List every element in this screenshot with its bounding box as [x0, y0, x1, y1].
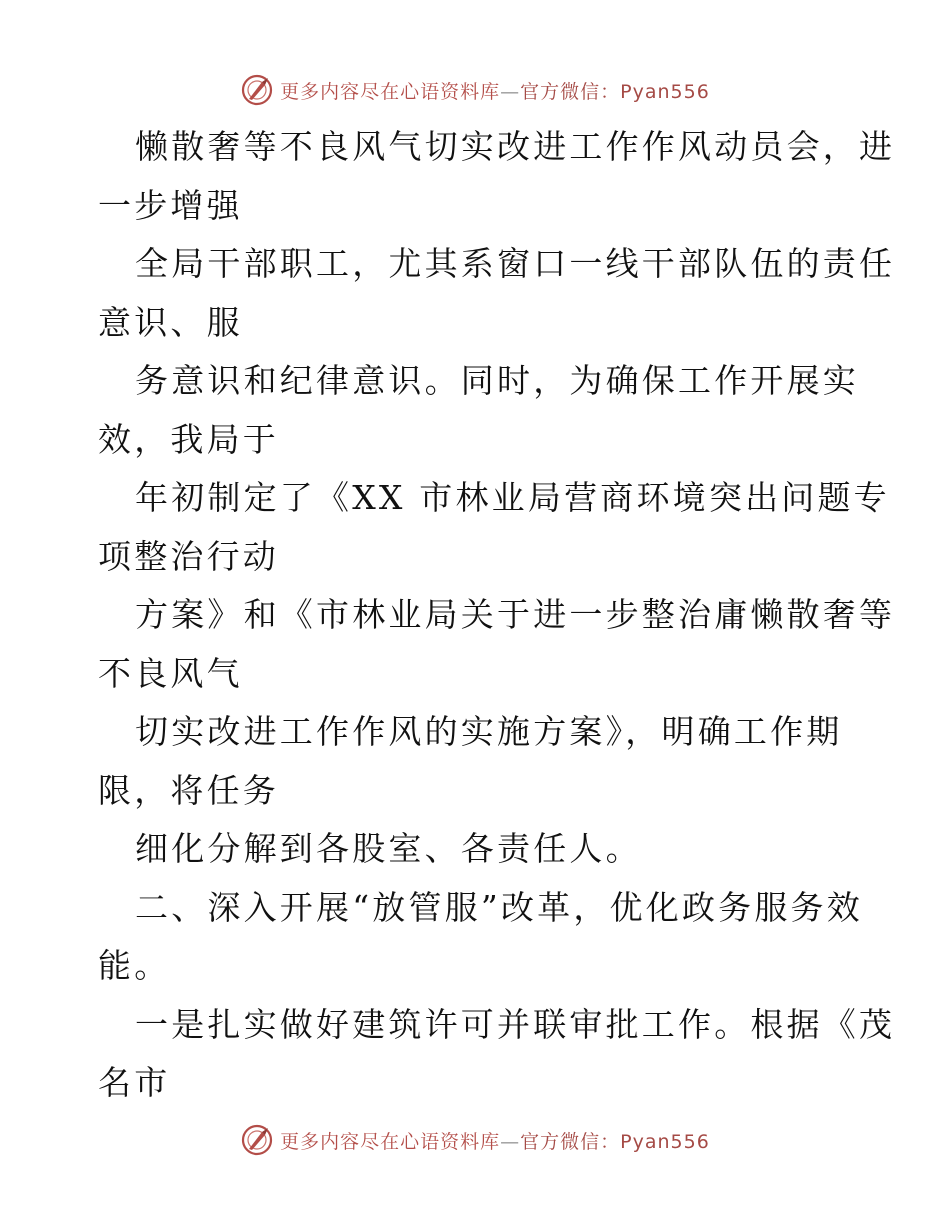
text-line: 务意识和纪律意识。同时，为确保工作开展实 — [135, 361, 859, 400]
banner-site-text: 更多内容尽在心语资料库—官方微信：Pyan556 — [280, 80, 710, 103]
text-line: 意识、服 — [98, 302, 243, 342]
banner-contact-text: 官方微信：Pyan556 — [520, 1130, 710, 1153]
text-line: 效，我局于 — [98, 419, 279, 459]
text-line: 名市 — [98, 1063, 171, 1102]
text-line: 全局干部职工，尤其系窗口一线干部队伍的责任 — [135, 244, 896, 283]
quill-logo-icon — [240, 73, 274, 107]
footer-banner — [0, 1120, 950, 1160]
banner-contact-text: 官方微信：Pyan556 — [520, 80, 710, 103]
text-line: 二、深入开展“放管服”改革，优化政务服务效 — [135, 887, 863, 927]
text-line: 懒散奢等不良风气切实改进工作作风动员会，进 — [135, 127, 896, 166]
text-line: 细化分解到各股室、各责任人。 — [135, 829, 642, 868]
quill-logo-icon — [240, 1123, 274, 1157]
text-line: 限，将任务 — [98, 770, 279, 810]
banner-site-text: 更多内容尽在心语资料库—官方微信：Pyan556 — [280, 1130, 710, 1153]
text-line: 年初制定了《XX 市林业局营商环境突出问题专 — [135, 478, 890, 517]
text-line: 一步增强 — [98, 185, 243, 225]
document-body — [98, 118, 896, 1113]
text-line: 项整治行动 — [98, 536, 279, 576]
header-banner — [0, 70, 950, 110]
text-line: 能。 — [98, 946, 171, 985]
text-line: 一是扎实做好建筑许可并联审批工作。根据《茂 — [135, 1004, 896, 1044]
text-line: 不良风气 — [98, 653, 243, 693]
text-line: 切实改进工作作风的实施方案》，明确工作期 — [135, 712, 843, 751]
text-line: 方案》和《市林业局关于进一步整治庸懒散奢等 — [135, 595, 896, 634]
